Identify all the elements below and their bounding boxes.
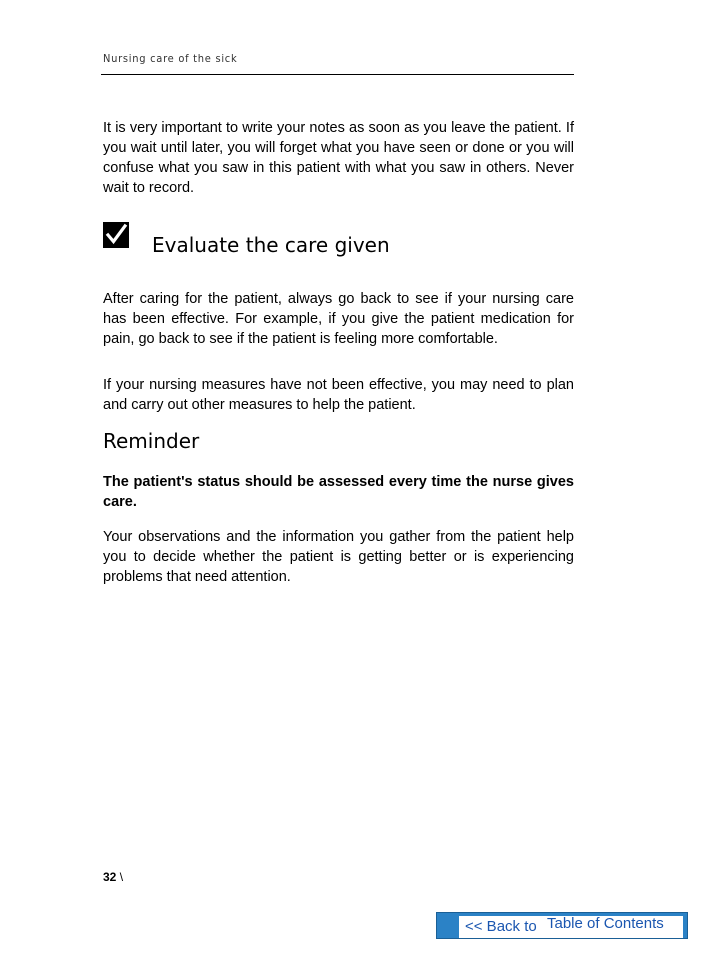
page-number-separator: \ [119, 870, 124, 884]
toc-label[interactable]: Table of Contents [547, 915, 664, 932]
back-label[interactable]: << Back to [465, 918, 537, 935]
reminder-heading: Reminder [103, 429, 200, 453]
paragraph-record-notes: It is very important to write your notes as soon as you leave the patient. If you wait until later, you will forget what you have seen or done or you will confuse what you saw in this patient with what you saw in others. Never wait to record. [103, 120, 574, 196]
page-number-value: 32 [103, 870, 117, 884]
paragraph-reminder-text: Your observations and the information you gather from the patient help you to decide whether the patient is getting better or is experiencing problems that need attention. [103, 529, 574, 585]
paragraph-evaluate-2: If your nursing measures have not been effective, you may need to plan and carry out other measures to help the patient. [103, 377, 574, 413]
back-to-toc-link[interactable] [436, 912, 688, 939]
running-header: Nursing care of the sick [103, 52, 238, 65]
paragraph-evaluate-1: After caring for the patient, always go back to see if your nursing care has been effective. For example, if you give the patient medication for pain, go back to see if the patient is feeling more comfortable. [103, 291, 574, 347]
checkbox-checked-icon [103, 222, 129, 248]
header-rule [101, 74, 574, 75]
reminder-bold-statement: The patient's status should be assessed every time the nurse gives care. [103, 474, 574, 510]
section-heading: Evaluate the care given [152, 233, 390, 257]
page-number [103, 870, 123, 884]
